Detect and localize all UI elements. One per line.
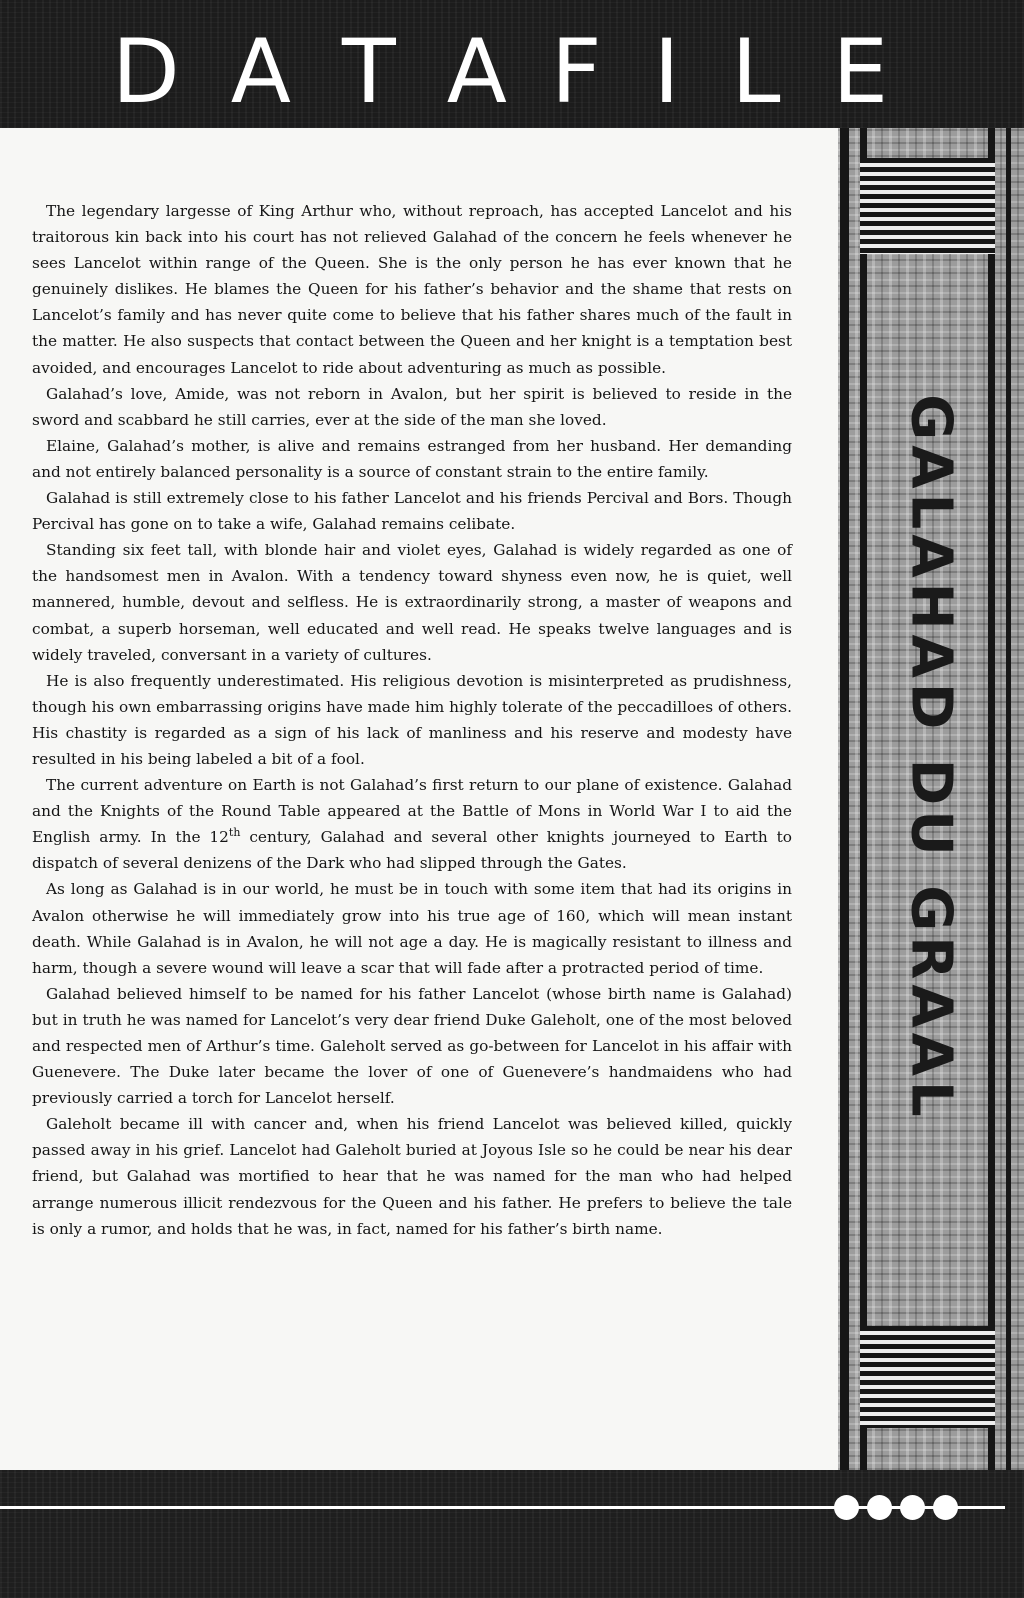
content-panel [0, 128, 838, 1470]
paragraph: Galeholt became ill with cancer and, when his friend Lancelot was believed killed, quickly passed away in his grief. Lancelot had Galeholt buried at Joyous Isle so he could be near his dear friend, but Galahad was mortified to hear that he was named for the man who had helped arrange numerous illicit rendezvous for the Queen and his father. He prefers to believe the tale is only a rumor, and holds that he was, in fact, named for his father’s birth name. [32, 1115, 792, 1238]
title-word-data [112, 22, 507, 122]
sidebar-rail [988, 128, 995, 1470]
footer-band [0, 1470, 1024, 1598]
sidebar-panel [838, 128, 1024, 1470]
footer-dot [834, 1495, 859, 1520]
paragraph [32, 772, 792, 876]
paragraph: Galahad is still extremely close to his father Lancelot and his friends Percival and Bors. Though Percival has gone on to take a wife, Galahad remains celibate. [32, 489, 792, 534]
sidebar-rail [1006, 128, 1011, 1470]
paragraph: Standing six feet tall, with blonde hair and violet eyes, Galahad is widely regarded as one of the handsomest men in Avalon. With a tendency toward shyness even now, he is quiet, well mannered, humble, devout and selfless. He is extraordinarily strong, a master of weapons and combat, a superb horseman, well educated and well read. He speaks twelve languages and is widely traveled, conversant in a variety of cultures. [32, 541, 792, 664]
title-word-file [551, 22, 888, 122]
footer-dot [867, 1495, 892, 1520]
paragraph: Elaine, Galahad’s mother, is alive and remains estranged from her husband. Her demanding and not entirely balanced personality is a source of constant strain to the entire family. [32, 436, 792, 481]
header-band [0, 0, 1024, 128]
sidebar-rail [840, 128, 849, 1470]
character-name: GALAHAD DU GRAAL [898, 394, 964, 1122]
sidebar-stripes-top [860, 158, 995, 254]
title-letter: A [230, 20, 291, 123]
paragraph-text: The current adventure on Earth is not Galahad’s first return to our plane of existence. Galahad and the Knights of the Round Table appeared at the Battle of Mons in World War I to aid the English army. In the 12 [32, 776, 792, 847]
title-letter: A [446, 20, 507, 123]
paragraph: He is also frequently underestimated. His religious devotion is misinterpreted as prudishness, though his own embarrassing origins have made him highly tolerate of the peccadilloes of others. His chastity is regarded as a sign of his lack of manliness and his reserve and modesty have resulted in his being labeled a bit of a fool. [32, 671, 792, 768]
title-letter: I [653, 20, 680, 123]
article-body [32, 198, 792, 1242]
footer-dot [933, 1495, 958, 1520]
footer-dot [900, 1495, 925, 1520]
title-letter: D [112, 20, 180, 123]
paragraph: Galahad’s love, Amide, was not reborn in Avalon, but her spirit is believed to reside in the sword and scabbard he still carries, ever at the side of the man she loved. [32, 384, 792, 429]
sidebar-stripes-bottom [860, 1326, 995, 1428]
superscript: th [228, 826, 241, 840]
paragraph: Galahad believed himself to be named for his father Lancelot (whose birth name is Galahad) but in truth he was named for Lancelot’s very dear friend Duke Galeholt, one of the most beloved and respected men of Arthur’s time. Galeholt served as go-between for Lancelot in his affair with Guenevere. The Duke later became the lover of one of Guenevere’s handmaidens who had previously carried a torch for Lancelot herself. [32, 984, 792, 1108]
sidebar-rail [860, 128, 867, 1470]
footer-dots [834, 1495, 966, 1521]
paragraph: The legendary largesse of King Arthur who, without reproach, has accepted Lancelot and his traitorous kin back into his court has not relieved Galahad of the concern he feels whenever he sees Lancelot within range of the Queen. She is the only person he has ever known that he genuinely dislikes. He blames the Queen for his father’s behavior and the shame that rests on Lancelot’s family and has never quite come to believe that his father shares much of the fault in the matter. He also suspects that contact between the Queen and her knight is a temptation best avoided, and encourages Lancelot to ride about adventuring as much as possible. [32, 202, 792, 377]
page-title [112, 22, 962, 122]
paragraph-text: century, Galahad and several other knights journeyed to Earth to dispatch of several denizens of the Dark who had slipped through the Gates. [32, 828, 792, 873]
paragraph: As long as Galahad is in our world, he must be in touch with some item that had its origins in Avalon otherwise he will immediately grow into his true age of 160, which will mean instant death. While Galahad is in Avalon, he will not age a day. He is magically resistant to illness and harm, though a severe wound will leave a scar that will fade after a protracted period of time. [32, 880, 792, 977]
title-letter: L [731, 20, 781, 123]
title-letter: F [550, 20, 602, 123]
title-letter: T [341, 20, 396, 123]
title-letter: E [832, 20, 889, 123]
